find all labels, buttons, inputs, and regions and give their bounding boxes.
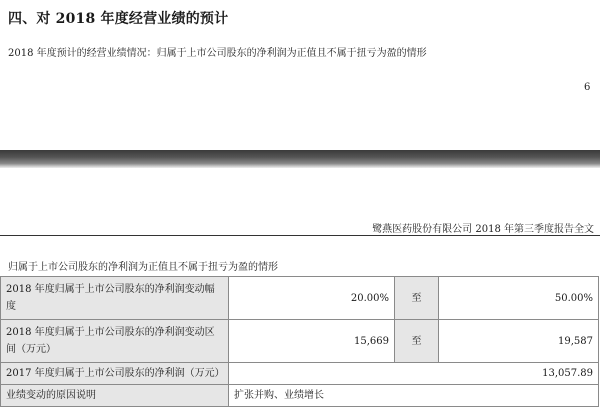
row-label-2017-profit: 2017 年度归属于上市公司股东的净利润（万元） (1, 363, 229, 385)
table-row (1, 277, 599, 320)
profit-low-value: 15,669 (229, 320, 395, 363)
page-break-divider (0, 150, 600, 168)
change-high-value: 50.00% (439, 277, 599, 320)
range-to-label: 至 (395, 277, 439, 320)
table-row (1, 385, 599, 407)
table-caption: 归属于上市公司股东的净利润为正值且不属于扭亏为盈的情形 (8, 262, 278, 273)
header-rule (0, 235, 600, 236)
profit-2017-value: 13,057.89 (229, 363, 599, 385)
page-number: 6 (584, 82, 591, 93)
row-label-change-range: 2018 年度归属于上市公司股东的净利润变动幅度 (1, 277, 229, 320)
intro-text: 2018 年度预计的经营业绩情况：归属于上市公司股东的净利润为正值且不属于扭亏为盈的情形 (8, 48, 427, 59)
row-label-reason: 业绩变动的原因说明 (1, 385, 229, 407)
range-to-label: 至 (395, 320, 439, 363)
table-row (1, 363, 599, 385)
row-label-profit-range: 2018 年度归属于上市公司股东的净利润变动区间（万元） (1, 320, 229, 363)
reason-value: 扩张并购、业绩增长 (229, 385, 599, 407)
profit-high-value: 19,587 (439, 320, 599, 363)
report-header: 鹭燕医药股份有限公司 2018 年第三季度报告全文 (372, 224, 594, 235)
table-row (1, 320, 599, 363)
section-title: 四、对 2018 年度经营业绩的预计 (8, 11, 229, 27)
forecast-table (0, 276, 599, 407)
change-low-value: 20.00% (229, 277, 395, 320)
